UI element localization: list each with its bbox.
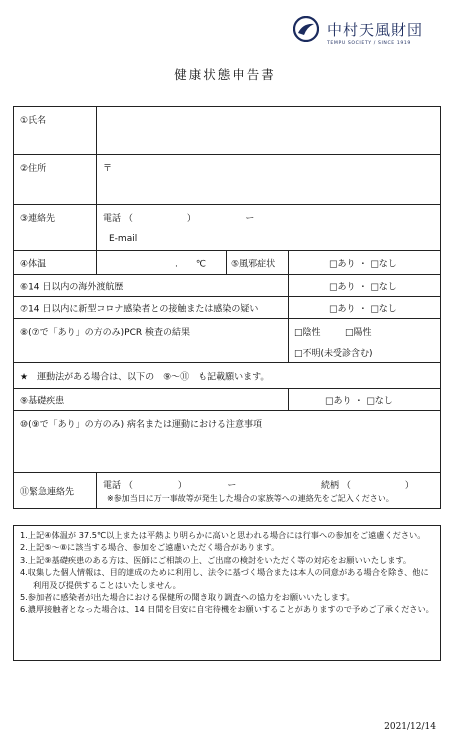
org-subtitle: TEMPU SOCIETY / SINCE 1919 bbox=[327, 41, 411, 46]
emergency-note: ※参加当日に万一事故等が発生した場合の家族等への連絡先をご記入ください。 bbox=[107, 494, 394, 503]
postal-mark: 〒 bbox=[103, 164, 113, 174]
emergency-contact-row bbox=[14, 473, 440, 508]
pcr-result-label: ⑧(⑦で「あり」の方のみ)PCR 検査の結果 bbox=[20, 328, 190, 338]
note-item: 2.上記⑤〜⑧に該当する場合、参加をご遠慮いただく場合があります。 bbox=[20, 542, 280, 553]
underlying-disease-choice[interactable]: □あり ・ □なし bbox=[288, 389, 440, 410]
overseas-travel-label: ⑥14 日以内の海外渡航歴 bbox=[20, 282, 124, 292]
pcr-result-choice[interactable] bbox=[288, 319, 440, 362]
underlying-disease-row bbox=[14, 389, 440, 411]
document-title: 健康状態申告書 bbox=[174, 67, 276, 82]
note-item: 3.上記⑨基礎疾患のある方は、医師にご相談の上、ご出席の検討をいただく等の対応をお願いいたします。 bbox=[20, 554, 412, 565]
note-item: 1.上記④体温が 37.5℃以上または平熱より明らかに高いと思われる場合には行事への参加をご遠慮ください。 bbox=[20, 530, 426, 540]
pcr-positive-option[interactable]: □陽性 bbox=[345, 328, 372, 338]
name-label: ①氏名 bbox=[20, 116, 47, 126]
issue-date: 2021/12/14 bbox=[384, 722, 436, 732]
note-item: 4.収集した個人情報は、目的達成のために利用し、法令に基づく場合または本人の同意がある場合を除き、他に利用及び提供することはいたしません。 bbox=[20, 567, 429, 590]
pcr-result-row bbox=[14, 319, 440, 363]
phone-text: 電話 （ ） ー bbox=[103, 214, 255, 224]
address-field[interactable] bbox=[96, 155, 440, 204]
name-row bbox=[14, 107, 440, 155]
temperature-field[interactable] bbox=[96, 251, 226, 274]
exercise-note: ★ 運動法がある場合は、以下の ⑨〜⑪ も記載願います。 bbox=[20, 372, 270, 382]
emergency-contact-field[interactable] bbox=[96, 473, 440, 508]
note-item: 5.参加者に感染者が出た場合における保健所の聞き取り調査への協力をお願いいたします。 bbox=[20, 592, 355, 603]
emergency-phone-text: 電話 （ ） ー bbox=[103, 481, 237, 491]
note-item: 6.濃厚接触者となった場合は、14 日間を目安に自宅待機をお願いすることがありますので予めご了承ください。 bbox=[20, 604, 434, 615]
email-text: E-mail bbox=[109, 234, 138, 244]
contact-label: ③連絡先 bbox=[20, 214, 56, 224]
covid-contact-row bbox=[14, 297, 440, 319]
overseas-travel-choice[interactable]: □あり ・ □なし bbox=[288, 275, 440, 296]
temperature-row bbox=[14, 251, 440, 275]
org-name: 中村天風財団 bbox=[327, 21, 424, 39]
cold-symptoms-choice[interactable]: □あり ・ □なし bbox=[288, 251, 440, 274]
address-label: ②住所 bbox=[20, 164, 47, 174]
covid-contact-label: ⑦14 日以内に新型コロナ感染者との接触または感染の疑い bbox=[20, 304, 259, 314]
illness-notes-label: ⑩(⑨で「あり」の方のみ) 病名または運動における注意事項 bbox=[20, 420, 263, 430]
overseas-travel-row bbox=[14, 275, 440, 297]
organization-logo bbox=[293, 14, 443, 54]
temperature-unit: . ℃ bbox=[175, 259, 206, 269]
illness-notes-row[interactable] bbox=[14, 411, 440, 473]
cold-symptoms-label: ⑤風邪症状 bbox=[231, 259, 276, 269]
contact-field[interactable] bbox=[96, 205, 440, 250]
relationship-text: 続柄 （ ） bbox=[321, 481, 414, 491]
tempu-emblem-icon bbox=[293, 16, 319, 42]
underlying-disease-label: ⑨基礎疾患 bbox=[20, 396, 65, 406]
health-declaration-form bbox=[13, 106, 441, 509]
pcr-negative-option[interactable]: □陰性 bbox=[294, 328, 321, 338]
name-field[interactable] bbox=[96, 107, 440, 154]
contact-row bbox=[14, 205, 440, 251]
pcr-unknown-option[interactable]: □不明(未受診含む) bbox=[294, 349, 373, 359]
exercise-note-row bbox=[14, 363, 440, 389]
address-row bbox=[14, 155, 440, 205]
notes-box bbox=[13, 525, 441, 661]
emergency-contact-label: ⑪緊急連絡先 bbox=[20, 487, 75, 497]
covid-contact-choice[interactable]: □あり ・ □なし bbox=[288, 297, 440, 318]
temperature-label: ④体温 bbox=[20, 259, 47, 269]
